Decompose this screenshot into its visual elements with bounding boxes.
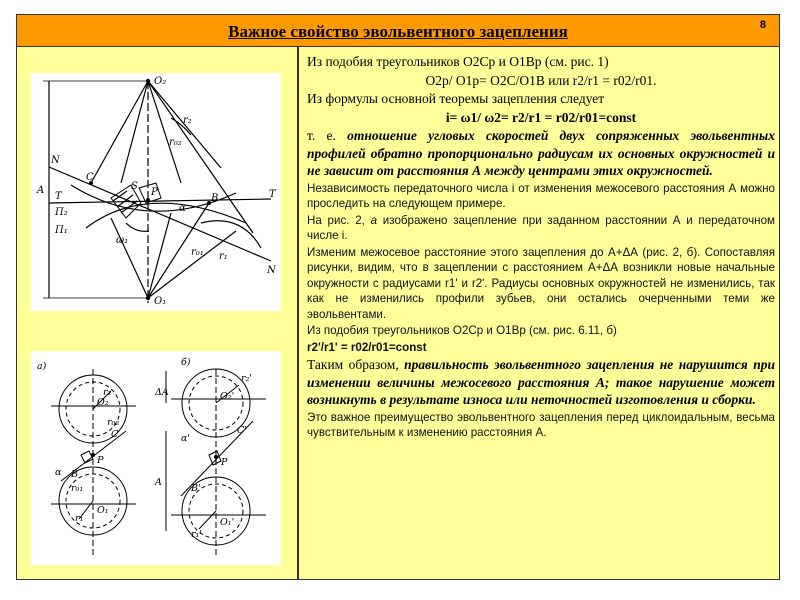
label-r02: r₀₂ <box>169 137 182 148</box>
page-number: 8 <box>759 19 766 31</box>
label-B: B <box>211 193 219 204</box>
title-bar <box>16 14 780 48</box>
label-o2: O₂ <box>154 76 167 87</box>
figures-panel <box>16 46 298 580</box>
label-o1: O₁ <box>154 296 167 307</box>
label-fig-a: а) <box>37 361 47 372</box>
paragraph-fig2a <box>307 213 775 244</box>
label-N-right: N <box>267 265 276 276</box>
paragraph-conclusion <box>307 127 775 180</box>
label-C: C <box>86 172 94 183</box>
conclusion-emphasis: отношение угловых скоростей двух сопряженных эвольвентных профилей обратно пропорционально радиусам их основных окружностей и не зависит от расстояния А между центрами этих окружностей. <box>307 128 775 178</box>
label-P: P <box>151 187 158 198</box>
label-a-r02: r₀₂ <box>107 417 120 428</box>
fig2a-letter: а <box>370 213 378 227</box>
fig2a-text-1: На рис. 2, <box>307 213 371 227</box>
label-b-r1p: r₁' <box>191 529 202 540</box>
label-a-r1: r₁ <box>75 513 84 524</box>
label-N-left: N <box>51 155 60 166</box>
label-fig-b: б) <box>181 357 191 368</box>
summary-emphasis: правильность эвольвентного зацепления не нарушится при изменении величины межосевого расстояния А; такое нарушение может возникнуть в результате износа или неточностей изготовления и сборки. <box>307 357 775 407</box>
paragraph-independence: Независимость передаточного числа i от изменения межосевого расстояния А можно проследить на следующем примере. <box>307 181 775 210</box>
label-r2: r₂ <box>183 115 192 126</box>
equation-gear-ratio: i= ω1/ ω2= r2/r1 = r02/r01=const <box>445 109 637 125</box>
label-b-o1: O₁' <box>220 517 235 528</box>
text-panel <box>298 46 780 580</box>
equation-ratio: О2р/ О1р= О2С/О1В или r2/r1 = r02/r01. <box>425 72 657 88</box>
label-alpha: α <box>179 203 186 214</box>
label-T-left: T <box>55 191 62 202</box>
center-distance-comparison-diagram <box>31 351 281 565</box>
label-n1: Π₁ <box>55 225 68 236</box>
label-a-r2: r₂ <box>103 387 112 398</box>
slide-title: Важное свойство эвольвентного зацепления <box>228 22 568 41</box>
label-b-P: P <box>221 457 228 468</box>
equation-new-ratio: r2'/r1' = r02/r01=const <box>307 340 427 354</box>
label-a-r01: r₀₁ <box>71 483 84 494</box>
label-r01: r₀₁ <box>191 247 204 258</box>
label-b-Bp: B' <box>191 483 201 494</box>
conclusion-lead: т. е. <box>307 128 348 143</box>
paragraph-advantage: Это важное преимущество эвольвентного зацепления перед циклоидальным, весьма чувствительным к изменению расстояния А. <box>307 410 775 439</box>
label-a-o2: O₂ <box>97 397 109 408</box>
label-a-alpha: α <box>55 467 62 478</box>
fig2a-text-2: изображено зацепление при заданном расстоянии А и передаточном числе i. <box>307 213 775 242</box>
paragraph-theorem: Из формулы основной теоремы зацепления следует <box>307 91 605 106</box>
label-a-C: C <box>111 429 119 440</box>
summary-lead: Таким образом, <box>307 357 405 372</box>
paragraph-similarity: Из подобия треугольников О2Ср и О1Вр (см. рис. 1) <box>307 54 609 69</box>
label-b-r2p: r₂' <box>241 373 252 384</box>
label-b-o2: O₂' <box>220 391 235 402</box>
label-S: S <box>131 181 138 192</box>
label-T-right: T <box>269 189 276 200</box>
paragraph-similarity-2: Из подобия треугольников О2Ср и О1Вр (см. рис. 6.11, б) <box>307 324 617 337</box>
label-b-alphap: α' <box>181 433 191 444</box>
label-A: A <box>37 185 45 196</box>
label-a-P: P <box>97 455 104 466</box>
involute-engagement-diagram <box>31 73 281 311</box>
label-n2: Π₂ <box>55 207 68 218</box>
paragraph-fig2b: Изменим межосевое расстояние этого зацепления до А+ΔА (рис. 2, б). Сопоставляя рисунки, видим, что в зацеплении с расстоянием А+ΔА возникли новые начальные окружности с радиусами r1' и r2'. Радиусы основных окружностей не изменились, так как не изменились профили зубьев, они остались очерченными теми же эвольвентами. <box>307 245 775 321</box>
label-a-o1: O₁ <box>97 505 109 516</box>
label-omega1: ω₁ <box>116 235 129 246</box>
label-r1: r₁ <box>219 251 228 262</box>
label-b-A: A <box>155 477 162 488</box>
paragraph-summary <box>307 356 775 409</box>
slide-text <box>307 53 775 442</box>
label-b-dA: ΔA <box>155 387 169 398</box>
label-b-Cp: C' <box>237 425 247 436</box>
label-a-B: B <box>71 469 78 480</box>
